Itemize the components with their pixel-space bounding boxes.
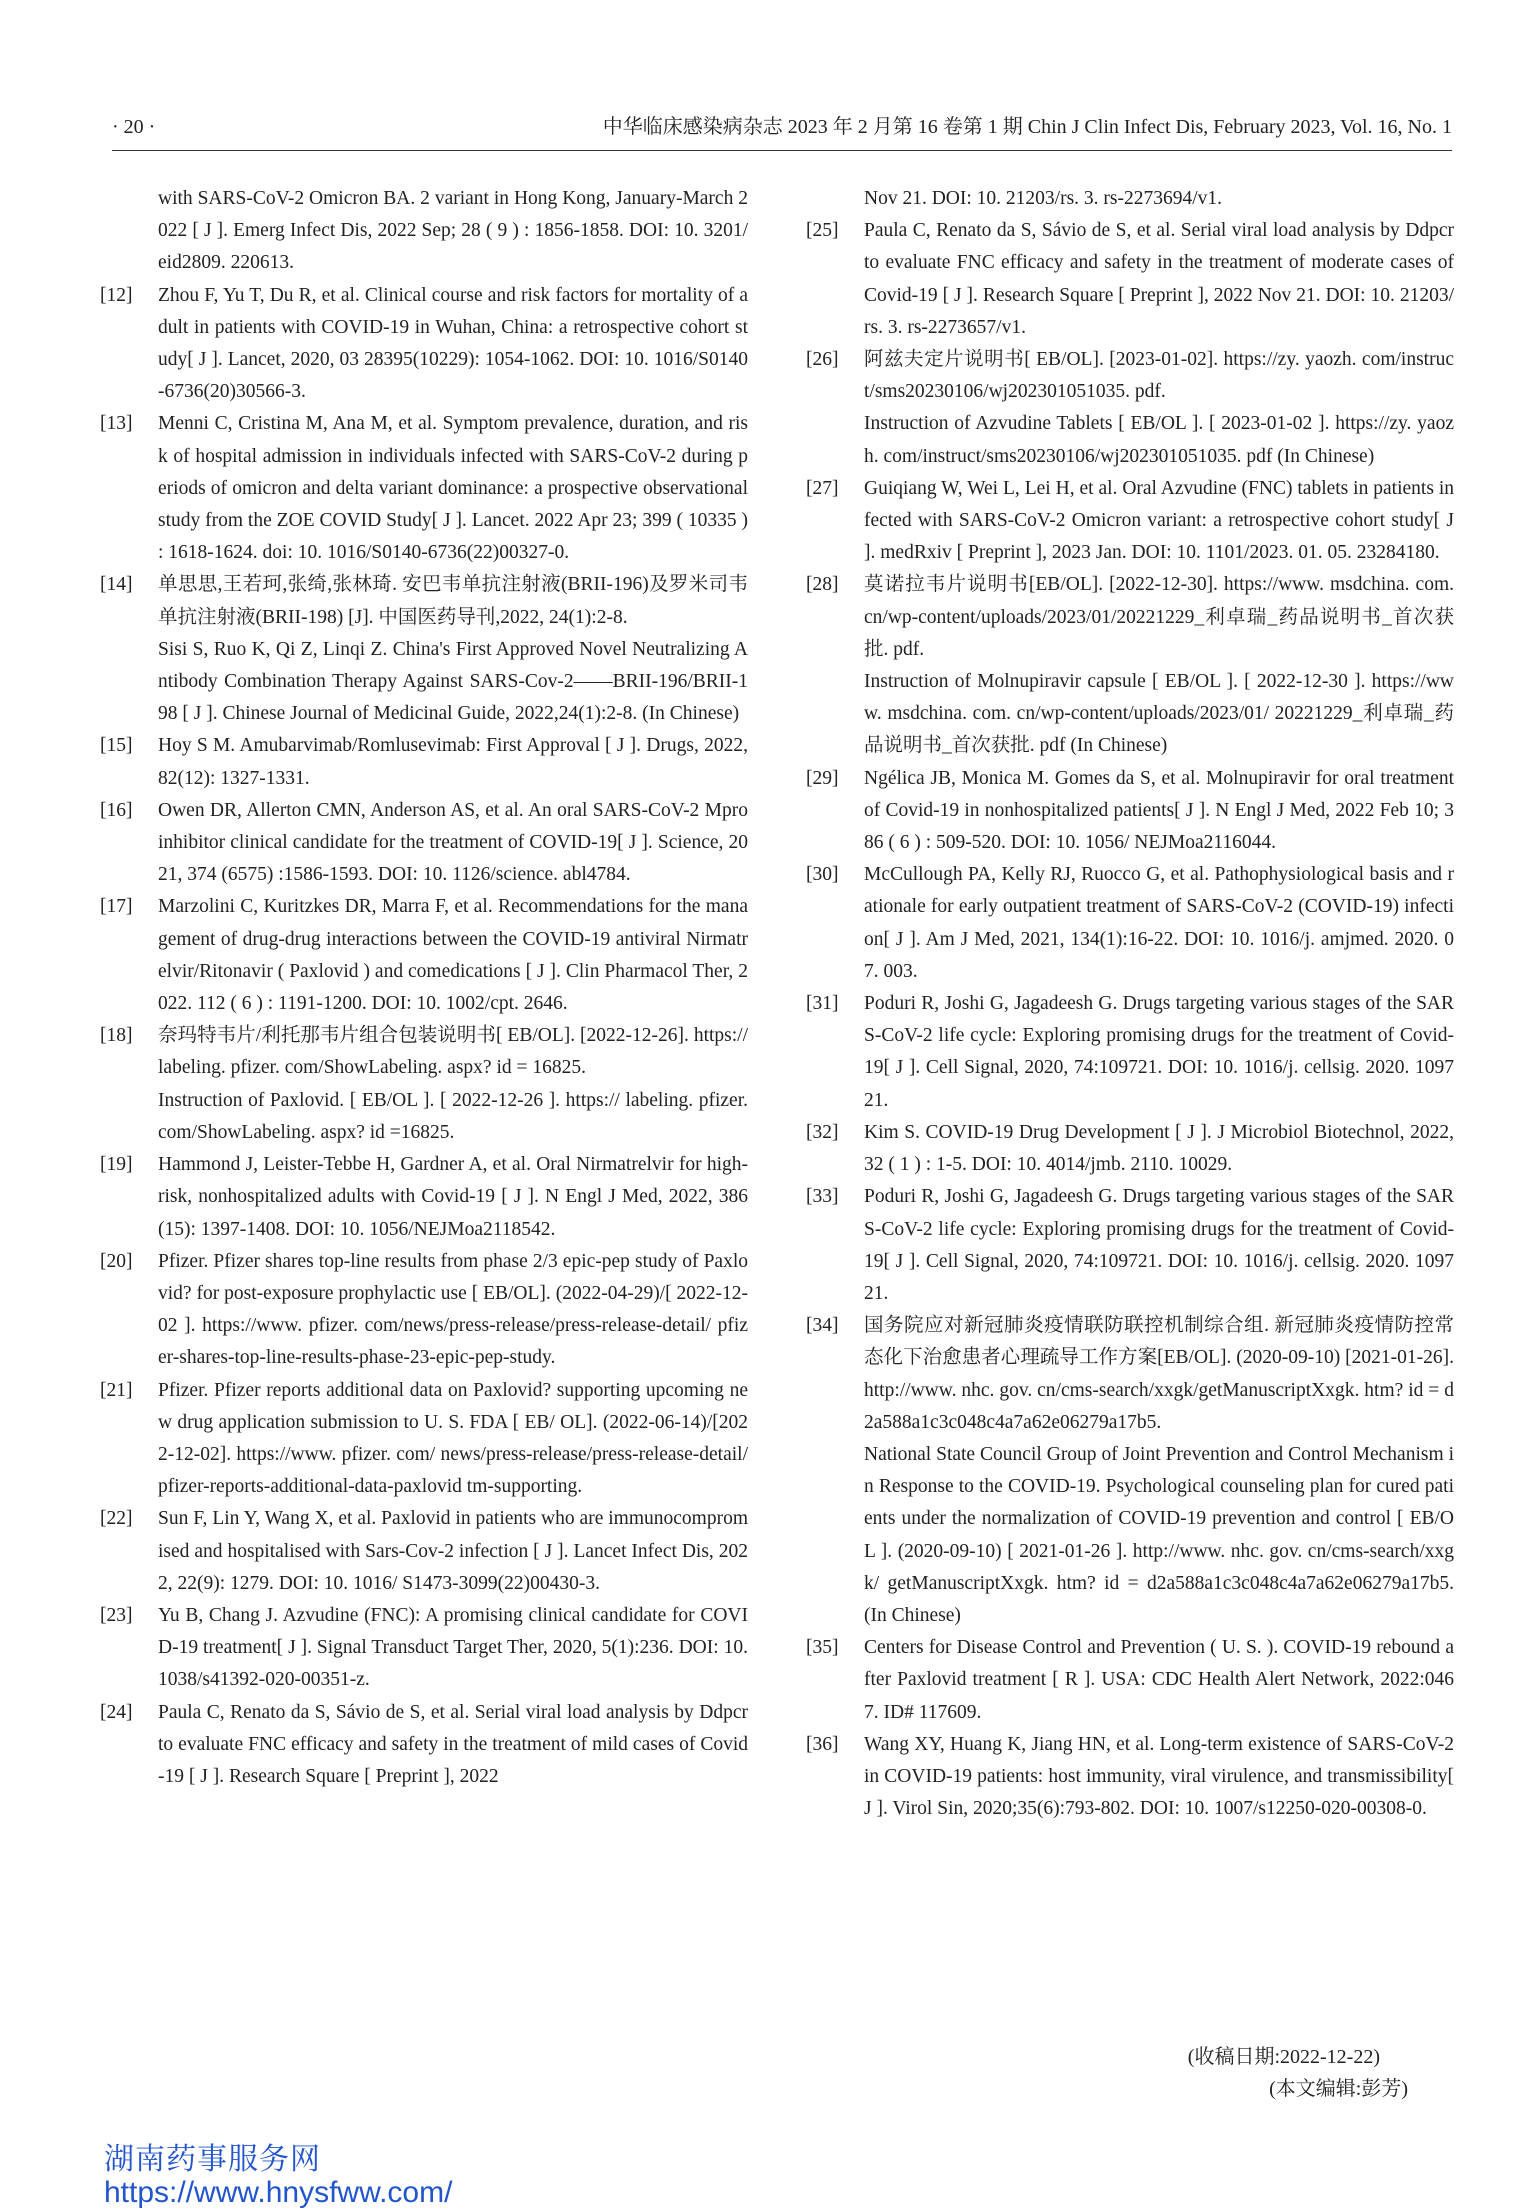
reference-number: [24] xyxy=(100,1701,133,1723)
reference-entry xyxy=(806,1117,1454,1181)
reference-text xyxy=(158,569,748,730)
reference-text xyxy=(158,891,748,1020)
site-watermark xyxy=(104,2143,452,2209)
reference-number: [17] xyxy=(100,896,133,918)
reference-paragraph: Instruction of Paxlovid. [ EB/OL ]. [ 2022-12-26 ]. https:// labeling. pfizer. com/ShowLabeling. aspx? id =16825. xyxy=(158,1089,748,1143)
reference-text xyxy=(158,1503,748,1600)
reference-paragraph: Yu B, Chang J. Azvudine (FNC): A promising clinical candidate for COVID-19 treatment[ J ]. Signal Transduct Target Ther, 2020, 5(1):236. DOI: 10. 1038/s41392-020-00351-z. xyxy=(158,1604,748,1691)
reference-text xyxy=(158,730,748,794)
reference-number: [31] xyxy=(806,993,839,1015)
reference-paragraph: Wang XY, Huang K, Jiang HN, et al. Long-term existence of SARS-CoV-2 in COVID-19 patients: host immunity, viral virulence, and transmissibility[ J ]. Virol Sin, 2020;35(6):793-802. DOI: 10. 1007/s12250-020-00308-0. xyxy=(864,1733,1454,1820)
reference-number: [16] xyxy=(100,799,133,821)
reference-paragraph: Instruction of Azvudine Tablets [ EB/OL ]. [ 2023-01-02 ]. https://zy. yaozh. com/instruct/sms20230106/wj202301051035. pdf (In Chinese) xyxy=(864,413,1454,467)
journal-running-title: 中华临床感染病杂志 2023 年 2 月第 16 卷第 1 期 Chin J Clin Infect Dis, February 2023, Vol. 16, No. 1 xyxy=(602,116,1452,138)
reference-text xyxy=(864,1181,1454,1310)
reference-entry xyxy=(100,1020,748,1149)
watermark-url[interactable]: https://www.hnysfww.com/ xyxy=(104,2176,453,2209)
reference-number: [19] xyxy=(100,1154,133,1176)
reference-number: [15] xyxy=(100,735,133,757)
reference-number: [18] xyxy=(100,1025,133,1047)
reference-paragraph: Zhou F, Yu T, Du R, et al. Clinical course and risk factors for mortality of adult in patients with COVID-19 in Wuhan, China: a retrospective cohort study[ J ]. Lancet, 2020, 03 28395(10229): 1054-1062. DOI: 10. 1016/S0140-6736(20)30566-3. xyxy=(158,284,748,403)
reference-number: [26] xyxy=(806,349,839,371)
reference-paragraph: 国务院应对新冠肺炎疫情联防联控机制综合组. 新冠肺炎疫情防控常态化下治愈患者心理疏导工作方案[EB/OL]. (2020-09-10) [2021-01-26]. http://www. nhc. gov. cn/cms-search/xxgk/getManuscriptXxgk. htm? id = d2a588a1c3c048c4a7a62e06279a17b5. xyxy=(864,1315,1454,1433)
reference-entry xyxy=(806,183,1454,215)
reference-text xyxy=(864,763,1454,860)
reference-text xyxy=(158,280,748,409)
reference-paragraph: Menni C, Cristina M, Ana M, et al. Symptom prevalence, duration, and risk of hospital admission in individuals infected with SARS-CoV-2 during periods of omicron and delta variant dominance: a prospective observational study from the ZOE COVID Study[ J ]. Lancet. 2022 Apr 23; 399 ( 10335 ) : 1618-1624. doi: 10. 1016/S0140-6736(22)00327-0. xyxy=(158,413,748,564)
reference-number: [33] xyxy=(806,1186,839,1208)
reference-text xyxy=(158,1020,748,1149)
reference-text xyxy=(864,1310,1454,1632)
reference-entry xyxy=(100,1600,748,1697)
reference-entry xyxy=(100,795,748,892)
reference-paragraph: 莫诺拉韦片说明书[EB/OL]. [2022-12-30]. https://www. msdchina. com. cn/wp-content/uploads/2023/01/20221229_利卓瑞_药品说明书_首次获批. pdf. xyxy=(864,574,1454,660)
reference-text xyxy=(864,215,1454,344)
reference-text xyxy=(864,859,1454,988)
reference-number: [27] xyxy=(806,477,839,499)
reference-entry xyxy=(100,1503,748,1600)
reference-number: [21] xyxy=(100,1379,133,1401)
reference-paragraph: Poduri R, Joshi G, Jagadeesh G. Drugs targeting various stages of the SARS-CoV-2 life cycle: Exploring promising drugs for the treatment of Covid-19[ J ]. Cell Signal, 2020, 74:109721. DOI: 10. 1016/j. cellsig. 2020. 109721. xyxy=(864,993,1454,1111)
reference-paragraph: Pfizer. Pfizer shares top-line results from phase 2/3 epic-pep study of Paxlovid? for post-exposure prophylactic use [ EB/OL]. (2022-04-29)/[ 2022-12-02 ]. https://www. pfizer. com/news/press-release/press-release-detail/ pfizer-shares-top-line-results-phase-23-epic-pep-study. xyxy=(158,1250,748,1369)
reference-text xyxy=(158,1246,748,1375)
reference-number: [28] xyxy=(806,574,839,596)
page-number: · 20 · xyxy=(112,116,156,138)
editor-credit: (本文编辑:彭芳) xyxy=(1269,2078,1408,2100)
reference-number: [34] xyxy=(806,1315,839,1337)
reference-text xyxy=(864,988,1454,1117)
reference-paragraph: Poduri R, Joshi G, Jagadeesh G. Drugs targeting various stages of the SARS-CoV-2 life cycle: Exploring promising drugs for the treatment of Covid-19[ J ]. Cell Signal, 2020, 74:109721. DOI: 10. 1016/j. cellsig. 2020. 109721. xyxy=(864,1186,1454,1304)
reference-text xyxy=(864,183,1454,215)
reference-text xyxy=(864,344,1454,473)
reference-entry xyxy=(100,1375,748,1504)
reference-text xyxy=(158,1149,748,1246)
reference-paragraph: Paula C, Renato da S, Sávio de S, et al. Serial viral load analysis by Ddpcr to evaluate FNC efficacy and safety in the treatment of mild cases of Covid-19 [ J ]. Research Square [ Preprint ], 2022 xyxy=(158,1701,748,1787)
reference-entry xyxy=(100,891,748,1020)
reference-entry xyxy=(100,1697,748,1794)
reference-number: [36] xyxy=(806,1733,839,1755)
reference-entry xyxy=(806,1632,1454,1729)
reference-entry xyxy=(100,569,748,730)
reference-paragraph: Ngélica JB, Monica M. Gomes da S, et al. Molnupiravir for oral treatment of Covid-19 in nonhospitalized patients[ J ]. N Engl J Med, 2022 Feb 10; 386 ( 6 ) : 509-520. DOI: 10. 1056/ NEJMoa2116044. xyxy=(864,767,1454,854)
reference-entry xyxy=(806,473,1454,570)
reference-number: [23] xyxy=(100,1604,133,1626)
reference-entry xyxy=(100,1149,748,1246)
reference-paragraph: Hoy S M. Amubarvimab/Romlusevimab: First Approval [ J ]. Drugs, 2022, 82(12): 1327-1331. xyxy=(158,735,748,789)
reference-text xyxy=(864,1117,1454,1181)
reference-number: [35] xyxy=(806,1637,839,1659)
reference-text xyxy=(864,569,1454,762)
page-header xyxy=(112,110,1452,144)
header-rule xyxy=(112,150,1452,151)
reference-text xyxy=(864,473,1454,570)
reference-paragraph: 单思思,王若珂,张绮,张林琦. 安巴韦单抗注射液(BRII-196)及罗米司韦单抗注射液(BRII-198) [J]. 中国医药导刊,2022, 24(1):2-8. xyxy=(158,574,748,628)
reference-text xyxy=(864,1729,1454,1826)
reference-paragraph: Nov 21. DOI: 10. 21203/rs. 3. rs-2273694/v1. xyxy=(864,188,1223,209)
reference-text xyxy=(158,1600,748,1697)
reference-paragraph: National State Council Group of Joint Prevention and Control Mechanism in Response to the COVID-19. Psychological counseling plan for cured patients under the normalization of COVID-19 prevention and control [ EB/OL ]. (2020-09-10) [ 2021-01-26 ]. http://www. nhc. gov. cn/cms-search/xxgk/ getManuscriptXxgk. htm? id = d2a588a1c3c048c4a7a62e06279a17b5. (In Chinese) xyxy=(864,1443,1454,1626)
reference-entry xyxy=(806,344,1454,473)
reference-number: [12] xyxy=(100,284,133,306)
reference-paragraph: Sun F, Lin Y, Wang X, et al. Paxlovid in patients who are immunocompromised and hospitalised with Sars-Cov-2 infection [ J ]. Lancet Infect Dis, 2022, 22(9): 1279. DOI: 10. 1016/ S1473-3099(22)00430-3. xyxy=(158,1508,748,1594)
reference-paragraph: 阿兹夫定片说明书[ EB/OL]. [2023-01-02]. https://zy. yaozh. com/instruct/sms20230106/wj202301051035. pdf. xyxy=(864,349,1454,403)
reference-entry xyxy=(806,1310,1454,1632)
reference-paragraph: McCullough PA, Kelly RJ, Ruocco G, et al. Pathophysiological basis and rationale for early outpatient treatment of SARS-CoV-2 (COVID-19) infection[ J ]. Am J Med, 2021, 134(1):16-22. DOI: 10. 1016/j. amjmed. 2020. 07. 003. xyxy=(864,864,1454,982)
reference-number: [14] xyxy=(100,574,133,596)
reference-paragraph: Sisi S, Ruo K, Qi Z, Linqi Z. China's First Approved Novel Neutralizing Antibody Combination Therapy Against SARS-Cov-2——BRII-196/BRII-198 [ J ]. Chinese Journal of Medicinal Guide, 2022,24(1):2-8. (In Chinese) xyxy=(158,638,748,725)
received-date: (收稿日期:2022-12-22) xyxy=(1187,2046,1380,2068)
references-left-column xyxy=(100,183,748,2103)
reference-paragraph: Marzolini C, Kuritzkes DR, Marra F, et al. Recommendations for the management of drug-drug interactions between the COVID-19 antiviral Nirmatrelvir/Ritonavir ( Paxlovid ) and comedications [ J ]. Clin Pharmacol Ther, 2022. 112 ( 6 ) : 1191-1200. DOI: 10. 1002/cpt. 2646. xyxy=(158,896,748,1015)
reference-number: [20] xyxy=(100,1250,133,1272)
reference-text xyxy=(158,1697,748,1794)
reference-paragraph: with SARS-CoV-2 Omicron BA. 2 variant in Hong Kong, January-March 2022 [ J ]. Emerg Infect Dis, 2022 Sep; 28 ( 9 ) : 1856-1858. DOI: 10. 3201/eid2809. 220613. xyxy=(158,188,748,274)
reference-entry xyxy=(806,988,1454,1117)
reference-text xyxy=(158,408,748,569)
reference-text xyxy=(158,1375,748,1504)
reference-entry xyxy=(806,215,1454,344)
reference-text xyxy=(864,1632,1454,1729)
reference-entry xyxy=(806,763,1454,860)
reference-entry xyxy=(100,730,748,794)
reference-entry xyxy=(100,183,748,280)
reference-entry xyxy=(806,859,1454,988)
reference-number: [29] xyxy=(806,767,839,789)
reference-number: [13] xyxy=(100,413,133,435)
reference-entry xyxy=(806,1181,1454,1310)
reference-paragraph: Pfizer. Pfizer reports additional data on Paxlovid? supporting upcoming new drug application submission to U. S. FDA [ EB/ OL]. (2022-06-14)/[2022-12-02]. https://www. pfizer. com/ news/press-release/press-release-detail/pfizer-reports-additional-data-paxlovid tm-supporting. xyxy=(158,1379,748,1498)
reference-paragraph: Hammond J, Leister-Tebbe H, Gardner A, et al. Oral Nirmatrelvir for high-risk, nonhospitalized adults with Covid-19 [ J ]. N Engl J Med, 2022, 386 (15): 1397-1408. DOI: 10. 1056/NEJMoa2118542. xyxy=(158,1154,748,1240)
reference-entry xyxy=(806,569,1454,762)
reference-number: [25] xyxy=(806,220,839,242)
article-dates xyxy=(806,2041,1442,2105)
reference-entry xyxy=(100,408,748,569)
reference-entry xyxy=(806,1729,1454,1826)
reference-entry xyxy=(100,280,748,409)
reference-paragraph: Owen DR, Allerton CMN, Anderson AS, et al. An oral SARS-CoV-2 Mpro inhibitor clinical candidate for the treatment of COVID-19[ J ]. Science, 2021, 374 (6575) :1586-1593. DOI: 10. 1126/science. abl4784. xyxy=(158,799,748,886)
references-right-column xyxy=(806,183,1454,2103)
reference-paragraph: Kim S. COVID-19 Drug Development [ J ]. J Microbiol Biotechnol, 2022, 32 ( 1 ) : 1-5. DOI: 10. 4014/jmb. 2110. 10029. xyxy=(864,1121,1454,1176)
watermark-site-name: 湖南药事服务网 xyxy=(104,2143,321,2176)
reference-number: [30] xyxy=(806,864,839,886)
reference-text xyxy=(158,795,748,892)
reference-paragraph: 奈玛特韦片/利托那韦片组合包装说明书[ EB/OL]. [2022-12-26]. https://labeling. pfizer. com/ShowLabeling. aspx? id = 16825. xyxy=(158,1025,748,1079)
reference-text xyxy=(158,183,748,280)
reference-number: [22] xyxy=(100,1508,133,1530)
reference-paragraph: Guiqiang W, Wei L, Lei H, et al. Oral Azvudine (FNC) tablets in patients infected with SARS-CoV-2 Omicron variant: a retrospective cohort study[ J ]. medRxiv [ Preprint ], 2023 Jan. DOI: 10. 1101/2023. 01. 05. 23284180. xyxy=(864,477,1454,564)
reference-paragraph: Centers for Disease Control and Prevention ( U. S. ). COVID-19 rebound after Paxlovid treatment [ R ]. USA: CDC Health Alert Network, 2022:0467. ID# 117609. xyxy=(864,1637,1454,1723)
reference-paragraph: Instruction of Molnupiravir capsule [ EB/OL ]. [ 2022-12-30 ]. https://www. msdchina. com. cn/wp-content/uploads/2023/01/ 20221229_利卓瑞_药品说明书_首次获批. pdf (In Chinese) xyxy=(864,671,1454,757)
reference-entry xyxy=(100,1246,748,1375)
reference-number: [32] xyxy=(806,1121,839,1143)
reference-paragraph: Paula C, Renato da S, Sávio de S, et al. Serial viral load analysis by Ddpcr to evaluate FNC efficacy and safety in the treatment of moderate cases of Covid-19 [ J ]. Research Square [ Preprint ], 2022 Nov 21. DOI: 10. 21203/rs. 3. rs-2273657/v1. xyxy=(864,220,1454,338)
